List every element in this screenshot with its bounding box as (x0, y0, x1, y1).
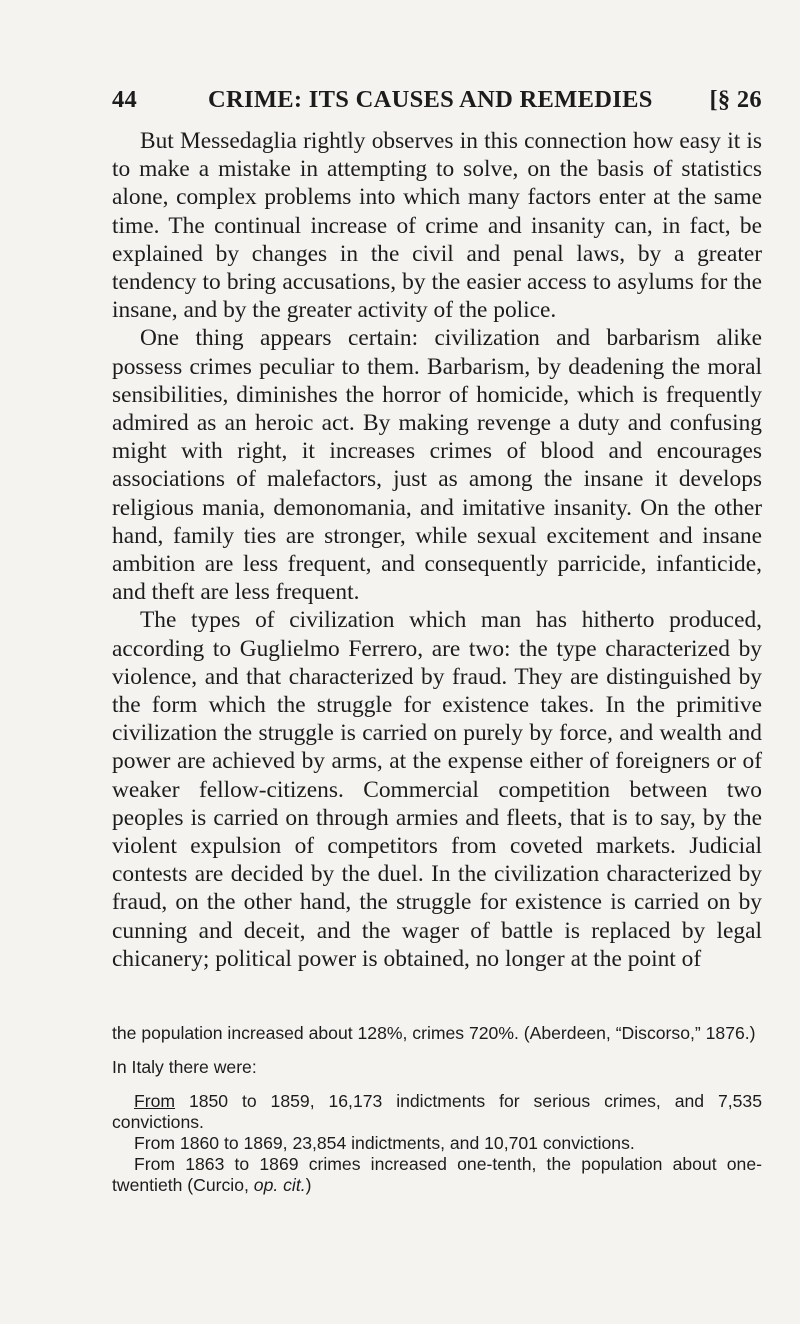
running-header (112, 86, 762, 116)
footnote-item (112, 1133, 762, 1154)
footnotes (112, 1023, 762, 1196)
page-number: 44 (112, 86, 138, 113)
footnote-item-suffix: ) (305, 1175, 312, 1195)
footnote-citation: op. cit. (253, 1175, 306, 1195)
footnote-item-prefix: From (134, 1091, 176, 1111)
footnote-item-prefix: From (134, 1154, 176, 1174)
footnote-item-text: 1850 to 1859, 16,173 indictments for serious crimes, and 7,535 convictions. (112, 1091, 762, 1132)
paragraph: The types of civilization which man has hitherto produced, according to Guglielmo Ferrero, are two: the type characterized by violence, and that characterized by fraud. They are distinguished by the form which the struggle for existence takes. In the primitive civilization the struggle is carried on purely by force, and wealth and power are achieved by arms, at the expense either of foreigners or of weaker fellow-citizens. Commercial competition between two peoples is carried on through armies and fleets, that is to say, by the violent expulsion of competitors from coveted markets. Judicial contests are decided by the duel. In the civilization characterized by fraud, on the other hand, the struggle for existence is carried on by cunning and deceit, and the wager of battle is replaced by legal chicanery; political power is obtained, no longer at the point of (112, 607, 762, 972)
footnote-item-text: 1860 to 1869, 23,854 indictments, and 10,701 convictions. (175, 1133, 635, 1153)
footnote-lead: In Italy there were: (112, 1057, 257, 1077)
section-marker: [§ 26 (709, 86, 762, 113)
paragraph: One thing appears certain: civilization and barbarism alike possess crimes peculiar to them. Barbarism, by deadening the moral sensibilities, diminishes the horror of homicide, which is frequently admired as an heroic act. By making revenge a duty and confusing might with right, it increases crimes of blood and encourages associations of malefactors, just as among the insane it develops religious mania, demonomania, and imitative insanity. On the other hand, family ties are stronger, while sexual excitement and insane ambition are less frequent, and consequently parricide, infanticide, and theft are less frequent. (112, 325, 762, 606)
footnote-item-text: 1863 to 1869 crimes increased one-tenth, the population about one-twentieth (Curcio, (112, 1154, 762, 1195)
main-text (112, 127, 762, 973)
footnote-item (112, 1154, 762, 1196)
running-title: CRIME: ITS CAUSES AND REMEDIES (208, 86, 653, 113)
footnote-continuation: the population increased about 128%, crimes 720%. (Aberdeen, “Discorso,” 1876.) (112, 1023, 756, 1043)
paragraph: But Messedaglia rightly observes in this connection how easy it is to make a mistake in attempting to solve, on the basis of statistics alone, complex problems into which many factors enter at the same time. The continual increase of crime and insanity can, in fact, be explained by changes in the civil and penal laws, by a greater tendency to bring accusations, by the easier access to asylums for the insane, and by the greater activity of the police. (112, 128, 762, 324)
footnote-item-prefix: From (134, 1133, 176, 1153)
footnote-item (112, 1091, 762, 1133)
